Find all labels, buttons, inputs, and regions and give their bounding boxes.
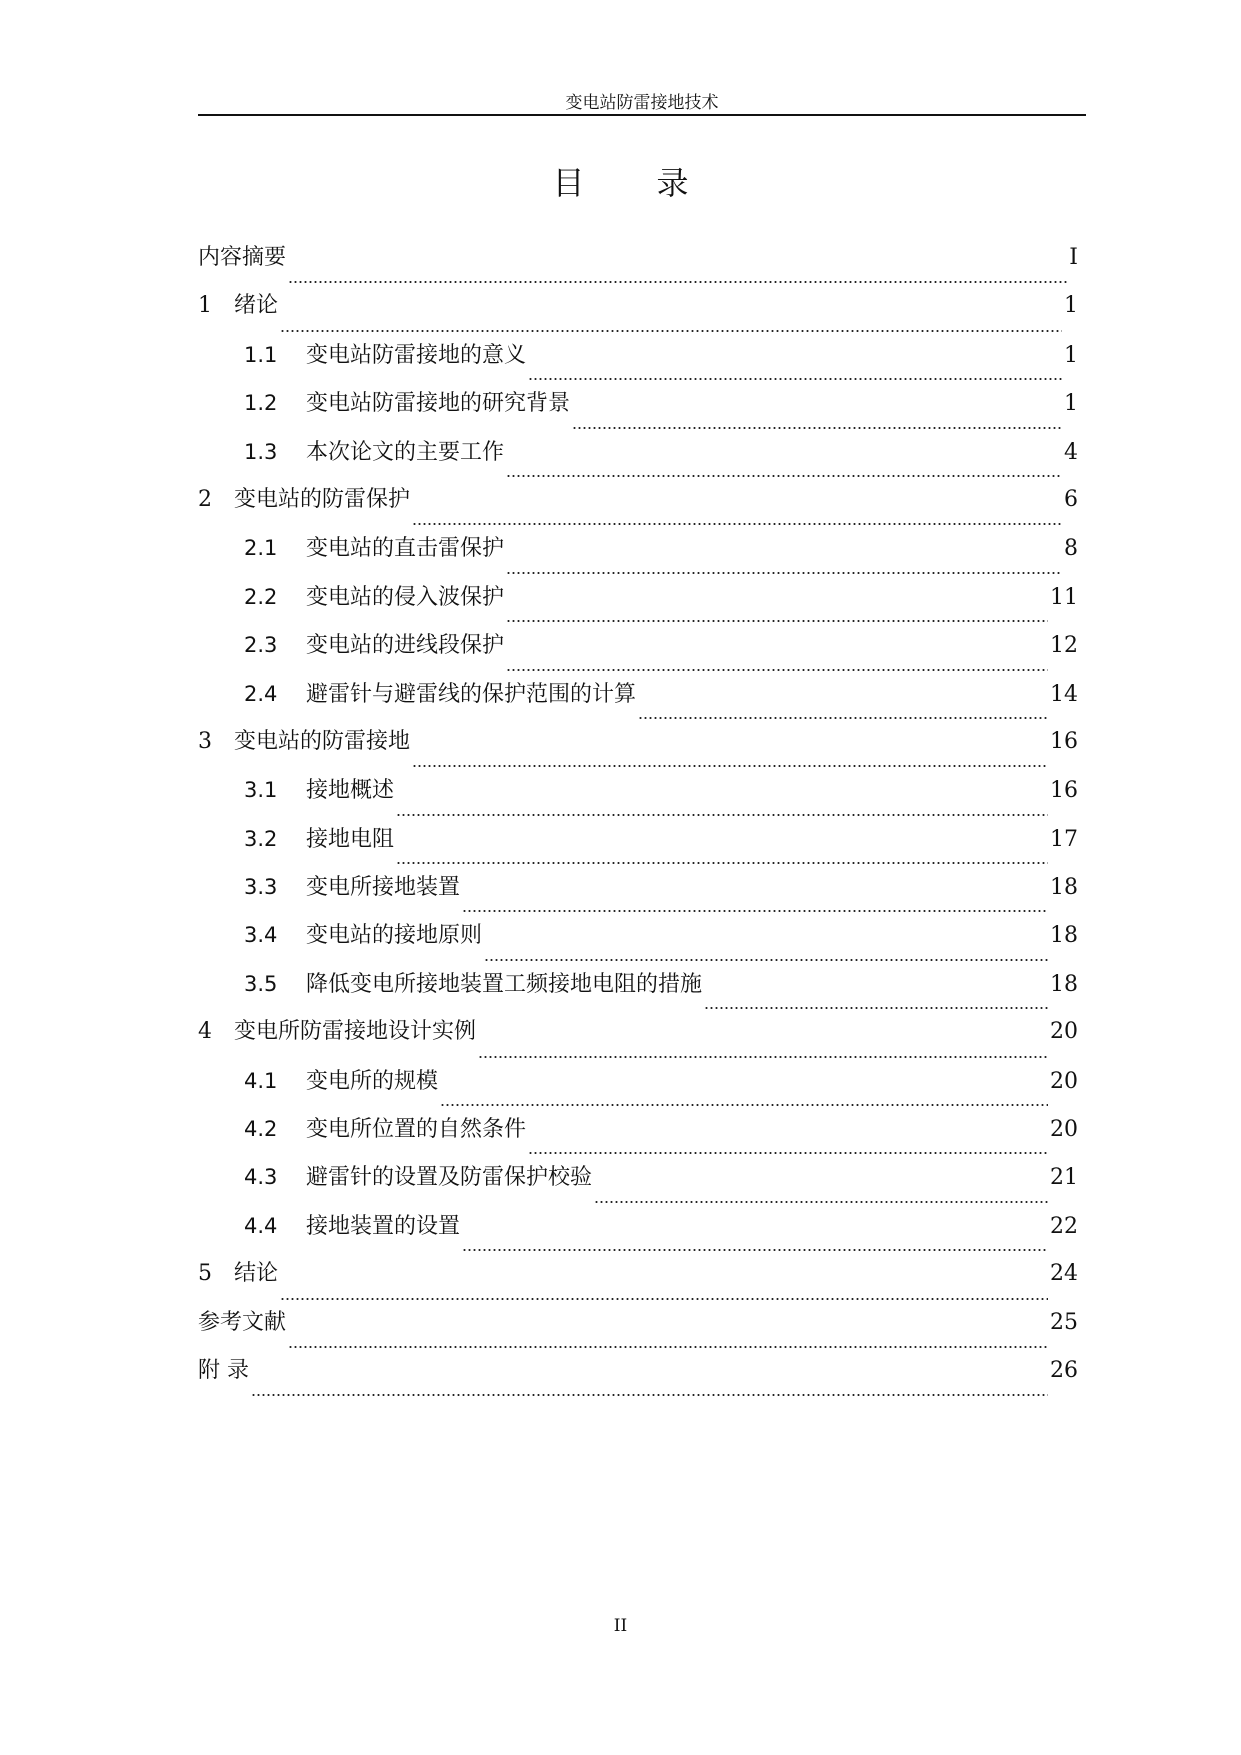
toc-entry-label: 绪论 [234,293,279,319]
dot-leader [440,1104,1048,1106]
toc-entry[interactable] [198,1308,1078,1356]
toc-entry-label: 变电站的接地原则 [306,923,483,949]
toc-entry-page: 12 [1050,633,1078,659]
toc-entry-number: 3 [198,728,212,754]
dot-leader [704,1007,1048,1009]
dot-leader [462,910,1048,912]
toc-entry[interactable] [198,679,1078,727]
toc-entry-label: 变电站的侵入波保护 [306,584,505,610]
toc-entry-number: 4.4 [244,1213,278,1238]
toc-entry-page: 17 [1050,826,1078,852]
toc-entry-label: 变电所接地装置 [306,875,461,901]
toc-entry-page: 14 [1050,681,1078,707]
toc-entry-page: 1 [1064,293,1078,319]
toc-entry-page: 8 [1064,536,1078,562]
toc-entry-number: 2.3 [244,633,278,658]
toc-entry-number: 1.1 [244,342,278,367]
dot-leader [506,620,1048,622]
dot-leader [280,1298,1048,1300]
toc-entry-page: 1 [1064,342,1078,368]
toc-entry-label: 参考文献 [198,1309,287,1335]
toc-entry-label: 降低变电所接地装置工频接地电阻的措施 [306,971,703,997]
toc-entry-page: 16 [1050,728,1078,754]
toc-entry-page: 20 [1050,1068,1078,1094]
toc-entry-label: 接地概述 [306,778,395,804]
toc-entry-page: 18 [1050,875,1078,901]
toc-entry[interactable] [198,388,1078,436]
toc-entry-number: 3.1 [244,778,278,803]
toc-entry[interactable] [198,533,1078,581]
toc-entry[interactable] [198,1211,1078,1259]
toc-entry-number: 4.1 [244,1068,278,1093]
toc-entry-label: 变电所的规模 [306,1068,439,1094]
toc-entry[interactable] [198,775,1078,823]
dot-leader [506,475,1062,477]
toc-entry-number: 1.2 [244,391,278,416]
toc-entry-number: 2 [198,486,212,512]
toc-entry[interactable] [198,243,1078,291]
toc-entry-number: 3.3 [244,875,278,900]
toc-entry-page: 11 [1050,584,1078,610]
toc-entry-label: 变电所防雷接地设计实例 [234,1019,477,1045]
dot-leader [412,765,1048,767]
dot-leader [594,1201,1048,1203]
toc-entry[interactable] [198,291,1078,339]
toc-entry-label: 变电所位置的自然条件 [306,1117,527,1143]
dot-leader [280,330,1062,332]
dot-leader [396,814,1048,816]
toc-entry-label: 变电站的防雷接地 [234,728,411,754]
toc-entry-page: 18 [1050,971,1078,997]
toc-entry[interactable] [198,582,1078,630]
header-rule [198,114,1086,116]
toc-title: 目录 [552,164,761,202]
toc-entry-label: 附 录 [198,1357,249,1383]
dot-leader [506,669,1048,671]
toc-entry[interactable] [198,727,1078,775]
toc-entry-label: 内容摘要 [198,245,287,270]
dot-leader [478,1056,1048,1058]
toc-entry-page: 1 [1064,391,1078,417]
toc-list [198,243,1078,1404]
toc-entry[interactable] [198,340,1078,388]
toc-entry[interactable] [198,485,1078,533]
toc-entry[interactable] [198,1259,1078,1307]
toc-entry-number: 2.2 [244,584,278,609]
toc-entry-label: 变电站防雷接地的意义 [306,342,527,368]
toc-entry[interactable] [198,1066,1078,1114]
toc-entry-page: 26 [1050,1357,1078,1383]
toc-entry-number: 3.4 [244,923,278,948]
toc-entry[interactable] [198,1114,1078,1162]
toc-entry-number: 3.5 [244,971,278,996]
running-header: 变电站防雷接地技术 [565,93,719,113]
toc-entry-number: 4.2 [244,1117,278,1142]
toc-entry[interactable] [198,1162,1078,1210]
toc-entry-label: 避雷针的设置及防雷保护校验 [306,1165,593,1191]
toc-entry-page: 20 [1050,1019,1078,1045]
toc-entry-page: 18 [1050,923,1078,949]
toc-entry-page: 22 [1050,1213,1078,1239]
toc-entry-page: 20 [1050,1117,1078,1143]
toc-entry-number: 2.4 [244,681,278,706]
toc-entry[interactable] [198,1356,1078,1404]
dot-leader [462,1249,1048,1251]
toc-entry-label: 变电站的直击雷保护 [306,536,505,562]
toc-entry-number: 2.1 [244,536,278,561]
toc-entry-number: 1 [198,293,212,319]
toc-entry-page: 16 [1050,778,1078,804]
dot-leader [506,572,1062,574]
toc-entry[interactable] [198,630,1078,678]
toc-entry-number: 3.2 [244,826,278,851]
toc-entry-number: 4.3 [244,1165,278,1190]
toc-entry-label: 结论 [234,1261,279,1287]
toc-entry[interactable] [198,872,1078,920]
toc-entry[interactable] [198,920,1078,968]
toc-entry-label: 变电站的防雷保护 [234,486,411,512]
toc-entry[interactable] [198,437,1078,485]
dot-leader [251,1394,1048,1396]
toc-entry-number: 1.3 [244,439,278,464]
toc-entry[interactable] [198,1017,1078,1065]
toc-entry-number: 4 [198,1019,212,1045]
dot-leader [288,281,1067,283]
toc-entry[interactable] [198,824,1078,872]
toc-entry-number: 5 [198,1261,212,1287]
toc-entry-label: 避雷针与避雷线的保护范围的计算 [306,681,637,707]
dot-leader [288,1346,1048,1348]
dot-leader [412,523,1062,525]
toc-entry-page: 24 [1050,1261,1078,1287]
dot-leader [484,959,1048,961]
toc-entry-page: 21 [1050,1165,1078,1191]
toc-entry[interactable] [198,969,1078,1017]
toc-entry-page: 25 [1050,1309,1078,1335]
dot-leader [572,427,1062,429]
toc-entry-label: 接地装置的设置 [306,1213,461,1239]
dot-leader [528,378,1062,380]
dot-leader [396,862,1048,864]
page-number: II [613,1616,628,1636]
toc-entry-label: 变电站防雷接地的研究背景 [306,391,571,417]
toc-entry-label: 接地电阻 [306,826,395,852]
toc-entry-page: I [1069,245,1078,270]
toc-entry-label: 变电站的进线段保护 [306,633,505,659]
dot-leader [528,1152,1048,1154]
toc-entry-page: 6 [1064,486,1078,512]
toc-entry-label: 本次论文的主要工作 [306,439,505,465]
dot-leader [638,717,1048,719]
toc-entry-page: 4 [1064,439,1078,465]
